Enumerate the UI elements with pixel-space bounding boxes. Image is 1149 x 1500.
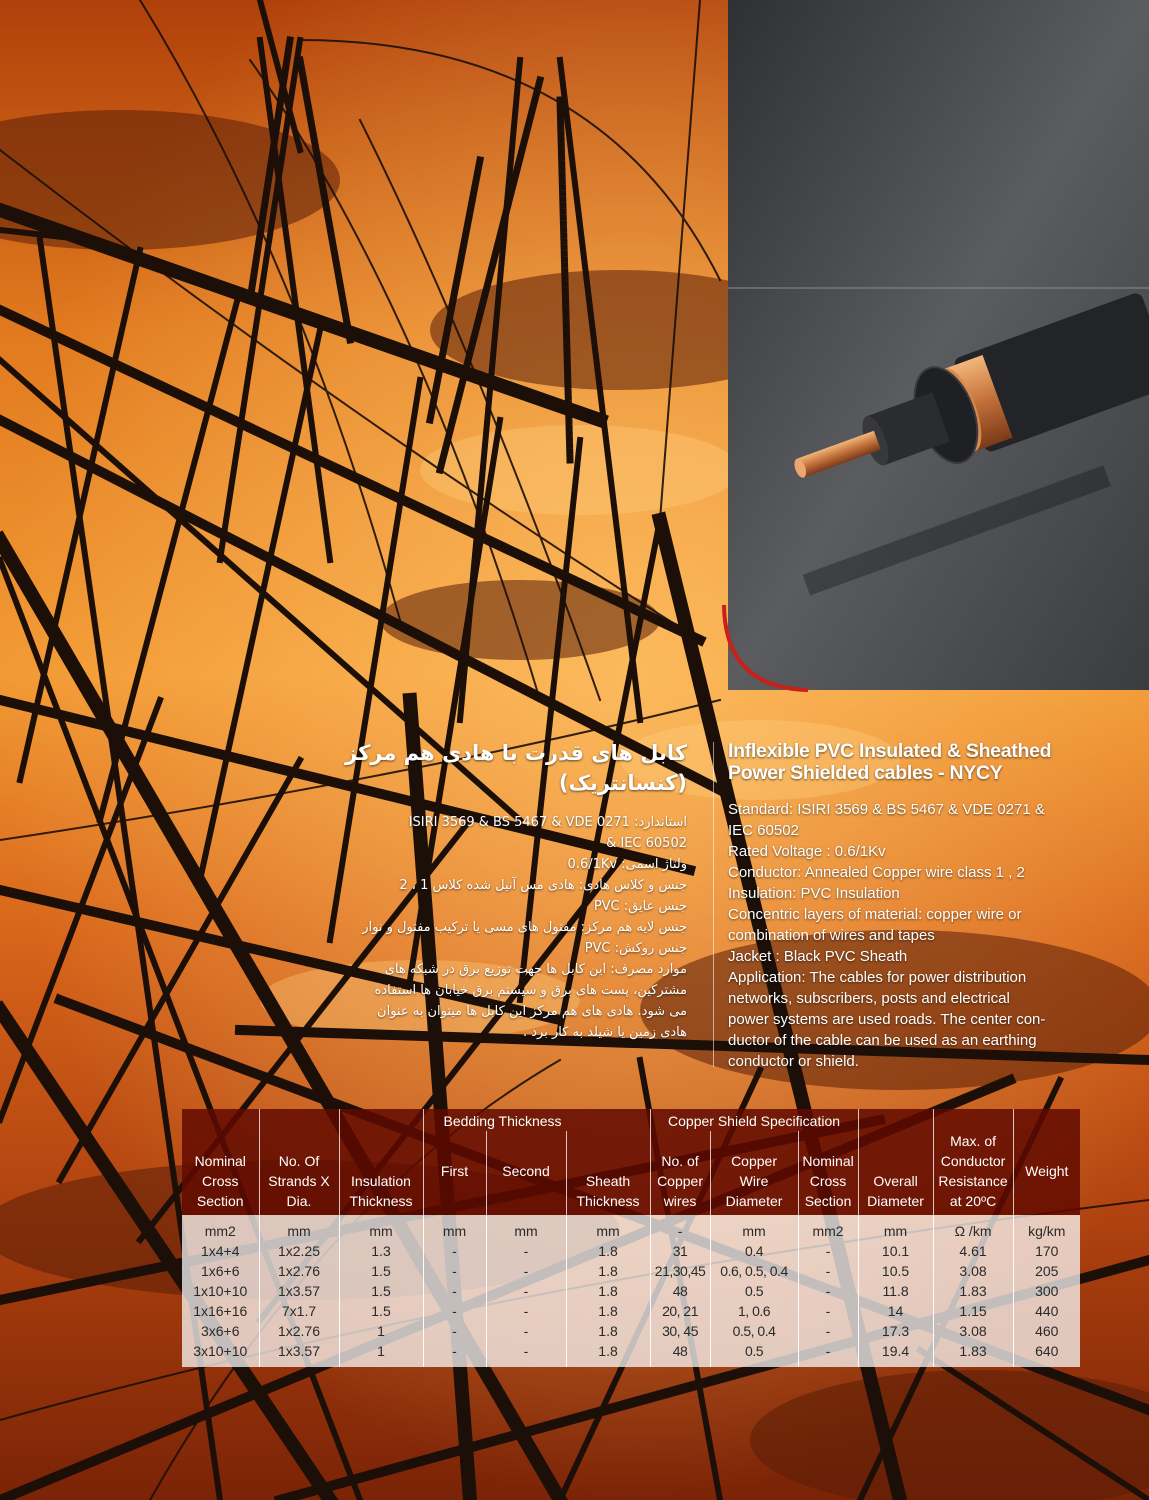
header-line: Diameter [867,1193,924,1209]
english-line: Application: The cables for power distribution [728,969,1027,986]
table-cell: 7x1.7 [259,1301,339,1321]
table-cell: 1.5 [339,1301,423,1321]
header-line: Wire [739,1173,769,1189]
header-insulation-thickness [339,1131,423,1215]
persian-line: IEC 60502 & [606,836,687,851]
table-cell: - [486,1341,566,1367]
table-cell: 170 [1013,1241,1080,1261]
table-cell: 1x3.57 [259,1281,339,1301]
persian-line: ولتاژ اسمی: 0.6/1Kv [567,857,687,872]
table-cell: 1 [339,1321,423,1341]
table-cell: 14 [858,1301,933,1321]
persian-line: موارد مصرف: این کابل ها جهت توزیع برق در شبکه های [384,962,687,977]
unit-cell: Ω /km [933,1215,1013,1241]
header-line: Cross [201,1173,239,1189]
english-title [728,740,1088,784]
header-sheath-thickness [566,1131,650,1215]
table-cell: 640 [1013,1341,1080,1367]
table-cell: - [423,1341,486,1367]
header-line: Nominal [802,1153,854,1169]
table-row [182,1301,1080,1321]
header-max-resistance [933,1131,1013,1215]
table-cell: - [486,1301,566,1321]
persian-description [300,738,687,1043]
english-line: combination of wires and tapes [728,927,935,944]
table-cell: 19.4 [858,1341,933,1367]
table-cell: 0.5 [710,1281,798,1301]
english-line: Concentric layers of material: copper wire or [728,906,1022,923]
english-line: networks, subscribers, posts and electrical [728,990,1010,1007]
header-cell [858,1109,933,1131]
english-line: Insulation: PVC Insulation [728,885,900,902]
table-row [182,1321,1080,1341]
table-cell: 1.8 [566,1261,650,1281]
table-cell: - [423,1301,486,1321]
table-cell: 3.08 [933,1261,1013,1281]
persian-line: مشترکین، پست های برق و سیستم برق خیابان ها استفاده [374,983,687,998]
header-line: wires [663,1193,697,1209]
table-units-row [182,1215,1080,1241]
table-cell: - [486,1321,566,1341]
header-line: Dia. [286,1193,312,1209]
english-line: Conductor: Annealed Copper wire class 1 , 2 [728,864,1025,881]
table-body [182,1215,1080,1367]
english-line: Jacket : Black PVC Sheath [728,948,908,965]
persian-line: می شود. هادی های هم مرکز این کابل ها میتوان به عنوان [377,1004,687,1019]
table-group-header-row [182,1109,1080,1131]
header-line: Weight [1025,1163,1069,1179]
header-line: at 20ºC [949,1193,997,1209]
header-strands [259,1131,339,1215]
header-line: Copper [731,1153,777,1169]
header-line: Cross [809,1173,847,1189]
unit-cell: mm [486,1215,566,1241]
table-cell: 1.15 [933,1301,1013,1321]
persian-line: هادی زمین یا شیلد به کار برد . [522,1025,687,1040]
table-cell: 205 [1013,1261,1080,1281]
table-cell: 1x6+6 [182,1261,259,1281]
header-line: Thickness [349,1193,413,1209]
english-line: IEC 60502 [728,822,799,839]
header-bedding-second [486,1131,566,1215]
table-cell: 1x2.25 [259,1241,339,1261]
header-line: Section [804,1193,852,1209]
header-line: No. Of [278,1153,320,1169]
table-row [182,1281,1080,1301]
table-cell: 1.8 [566,1281,650,1301]
english-description [728,740,1088,1072]
table-cell: 0.5 [710,1341,798,1367]
english-line: Standard: ISIRI 3569 & BS 5467 & VDE 0271 & [728,801,1045,818]
english-line: conductor or shield. [728,1053,859,1070]
persian-line: جنس لایه هم مرکز: مفتول های مسی یا ترکیب مفتول و نوار [362,920,687,935]
english-line: Rated Voltage : 0.6/1Kv [728,843,886,860]
header-line: Diameter [725,1193,783,1209]
table-cell: - [798,1321,858,1341]
header-line: Overall [873,1173,918,1189]
header-overall-diameter [858,1131,933,1215]
table-cell: 21,30,45 [650,1261,710,1281]
table-cell: 1.8 [566,1301,650,1321]
table-cell: 20, 21 [650,1301,710,1321]
table-cell: 1 [339,1341,423,1367]
english-line: power systems are used roads. The center con- [728,1011,1046,1028]
unit-cell: mm [710,1215,798,1241]
table-cell: 0.5, 0.4 [710,1321,798,1341]
header-line: Second [502,1163,550,1179]
table-cell: 1x16+16 [182,1301,259,1321]
persian-line: جنس روکش: PVC [584,941,687,956]
unit-cell: mm2 [182,1215,259,1241]
table-cell: 48 [650,1341,710,1367]
table-cell: 1, 0.6 [710,1301,798,1321]
header-cell [339,1109,423,1131]
header-no-copper-wires [650,1131,710,1215]
table-cell: - [486,1261,566,1281]
table-cell: 3x10+10 [182,1341,259,1367]
table-cell: - [798,1281,858,1301]
table-cell: - [798,1301,858,1321]
english-title-line: Power Shielded cables - NYCY [728,762,1003,784]
table-cell: 1.83 [933,1341,1013,1367]
unit-cell: kg/km [1013,1215,1080,1241]
table-cell: 1.8 [566,1241,650,1261]
header-nominal-cross-section [182,1131,259,1215]
header-cell [259,1109,339,1131]
unit-cell: mm [566,1215,650,1241]
table-cell: 1x3.57 [259,1341,339,1367]
table-cell: 300 [1013,1281,1080,1301]
table-cell: 1.5 [339,1281,423,1301]
header-copper-wire-diameter [710,1131,798,1215]
table-cell: 1x4+4 [182,1241,259,1261]
english-line: ductor of the cable can be used as an earthing [728,1032,1037,1049]
table-header-row [182,1131,1080,1215]
table-cell: - [798,1341,858,1367]
table-cell: 1.8 [566,1341,650,1367]
persian-title [300,738,687,798]
table-cell: 4.61 [933,1241,1013,1261]
table-cell: - [798,1261,858,1281]
table-cell: - [423,1281,486,1301]
table-row [182,1341,1080,1367]
persian-line: جنس عایق: PVC [593,899,687,914]
table-cell: 460 [1013,1321,1080,1341]
table-cell: 1.83 [933,1281,1013,1301]
header-weight [1013,1131,1080,1215]
table-cell: - [423,1261,486,1281]
table-cell: - [486,1241,566,1261]
header-bedding-first [423,1131,486,1215]
table-cell: 11.8 [858,1281,933,1301]
persian-line: جنس و کلاس هادی: هادی مس آنیل شده کلاس 1 ، 2 [399,878,687,893]
header-line: Insulation [351,1173,411,1189]
unit-cell: mm [339,1215,423,1241]
header-line: Conductor [940,1153,1006,1169]
table-row [182,1241,1080,1261]
table-cell: 1x10+10 [182,1281,259,1301]
table-cell: 1x2.76 [259,1321,339,1341]
column-divider [713,742,714,1067]
english-title-line: Inflexible PVC Insulated & Sheathed [728,740,1052,762]
table-cell: 0.6, 0.5, 0.4 [710,1261,798,1281]
header-line: Section [196,1193,244,1209]
table-cell: 0.4 [710,1241,798,1261]
table-cell: 1.8 [566,1321,650,1341]
table-cell: 10.5 [858,1261,933,1281]
header-line: No. of [661,1153,699,1169]
header-cell [1013,1109,1080,1131]
cable-photo-panel [724,0,1149,690]
table-cell: 10.1 [858,1241,933,1261]
unit-cell: mm [259,1215,339,1241]
unit-cell: mm [423,1215,486,1241]
table-cell: 3.08 [933,1321,1013,1341]
table-cell: 1.5 [339,1261,423,1281]
header-line: Strands X [268,1173,330,1189]
unit-cell: mm2 [798,1215,858,1241]
unit-cell: - [650,1215,710,1241]
header-line: First [440,1163,469,1179]
table-row [182,1261,1080,1281]
unit-cell: mm [858,1215,933,1241]
table-cell: 1.3 [339,1241,423,1261]
table-cell: - [486,1281,566,1301]
header-group-bedding: Bedding Thickness [423,1109,650,1131]
table-cell: - [798,1241,858,1261]
table-cell: - [423,1321,486,1341]
table-cell: 30, 45 [650,1321,710,1341]
table-cell: 48 [650,1281,710,1301]
persian-title-line: (کنسانتریک) [558,771,687,795]
header-line: Sheath [585,1173,631,1189]
header-shield-nominal-cross-section [798,1131,858,1215]
persian-title-line: کابل های قدرت با هادی هم مرکز [345,741,687,765]
table-cell: - [423,1241,486,1261]
table-cell: 1x2.76 [259,1261,339,1281]
header-line: Nominal [194,1153,246,1169]
header-cell [182,1109,259,1131]
table-cell: 31 [650,1241,710,1261]
header-cell [933,1109,1013,1131]
table-cell: 440 [1013,1301,1080,1321]
table-cell: 3x6+6 [182,1321,259,1341]
header-group-copper-shield: Copper Shield Specification [650,1109,858,1131]
header-line: Copper [657,1173,703,1189]
specification-table [182,1109,1080,1367]
table-cell: 17.3 [858,1321,933,1341]
header-line: Thickness [576,1193,640,1209]
header-line: Resistance [938,1173,1008,1189]
header-line: Max. of [950,1133,996,1149]
persian-line: استاندارد: ISIRI 3569 & BS 5467 & VDE 0271 [408,815,687,830]
